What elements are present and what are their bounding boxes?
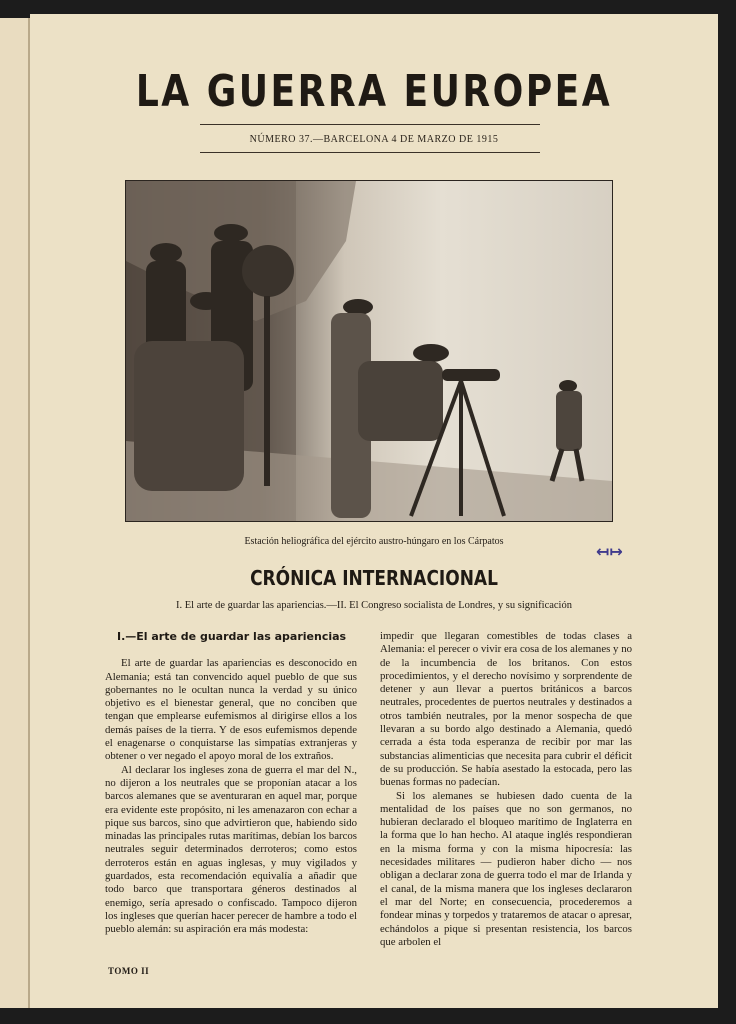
adjacent-page-edge — [0, 18, 30, 1008]
paragraph: Si los alemanes se hubiesen dado cuenta de la mentalidad de los países que no son germanos, no hubieran declarado el bloqueo marítimo de Inglaterra en la forma que lo han hecho. Al ataque inglés respondieran en la misma forma y con la misma hipocresía: las necesidades militares — pudieron haber dicho — nos obligan a declarar zona de guerra todo el mar de Irlanda y el canal, de la misma manera que los ingleses declararon el mar del Norte; en consecuencia, procederemos a fondear minas y torpedos y trataremos de atacar o apresar, echándolos a pique si presentan resistencia, los barcos que arbolen el — [380, 789, 632, 948]
article-title: CRÓNICA INTERNACIONAL — [250, 566, 498, 590]
article-subtitle: I. El arte de guardar las apariencias.—II. El Congreso socialista de Londres, y su significación — [176, 600, 572, 611]
paragraph: Al declarar los ingleses zona de guerra el mar del N., no dijeron a los neutrales que se proponían atacar a los barcos alemanes que se aventuraran en aquel mar, porque era evidente este propósito, ni les amenazaron con echar a pique sus barcos, sino que advirtieron que, habiendo sido minadas las principales rutas marítimas, debían los barcos neutrales seguir determinados derroteros; como estos derroteros están en aguas inglesas, y muy vigilados y guardados, esta recomendación equivalía a añadir que todo barco que transportara géneros destinados al enemigo, sería apresado o confiscado. Tampoco dijeron los ingleses que querían hacer perecer de hambre a todo el pueblo alemán: su aspiración era más modesta: — [105, 763, 357, 936]
paragraph: impedir que llegaran comestibles de todas clases a Alemania: el perecer o vivir era cosa de los alemanes y no de la incumbencia de los britanos. Con estos procedimientos, y el derecho novísimo y sorprendente de detener y aun llevar a puertos británicos a barcos neutrales, procedentes de puertos neutrales y destinados a otros también neutrales, por la menor sospecha de que llevaran a su bordo algo destinado a Alemania, quedó cerrada a ésta toda esperanza de recibir por mar las substancias alimenticias que necesita para cubrir el déficit de su producción. Se había asestado la estocada, pero las buenas formas no padecían. — [380, 630, 632, 789]
masthead-rule-bottom — [200, 152, 540, 153]
photo-caption: Estación heliográfica del ejército austro-húngaro en los Cárpatos — [244, 536, 504, 547]
volume-footer: TOMO II — [108, 966, 150, 976]
column-right — [380, 630, 632, 949]
column-left — [105, 630, 357, 937]
photograph — [125, 180, 613, 522]
issue-line: NÚMERO 37.—BARCELONA 4 DE MARZO DE 1915 — [249, 134, 499, 145]
section-title: I.—El arte de guardar las apariencias — [117, 630, 347, 643]
paragraph: El arte de guardar las apariencias es desconocido en Alemania; está tan convencido aquel pueblo de que sus gobernantes no le ocultan nunca la verdad y su único objetivo es el bienestar general, que no conciben que tengan que emplearse eufemismos al dirigirse ellos a los demás países de la tierra. Y de esos eufemismos depende el enagenarse o conquistarse las simpatías extranjeras y obtener o ver negado el apoyo moral de los extraños. — [105, 657, 357, 763]
newspaper-page — [30, 14, 718, 1008]
handwritten-mark: ↤↦ — [596, 542, 623, 561]
photo-illustration — [126, 181, 612, 521]
masthead-rule-top — [200, 124, 540, 125]
masthead: LA GUERRA EUROPEA — [135, 66, 613, 117]
